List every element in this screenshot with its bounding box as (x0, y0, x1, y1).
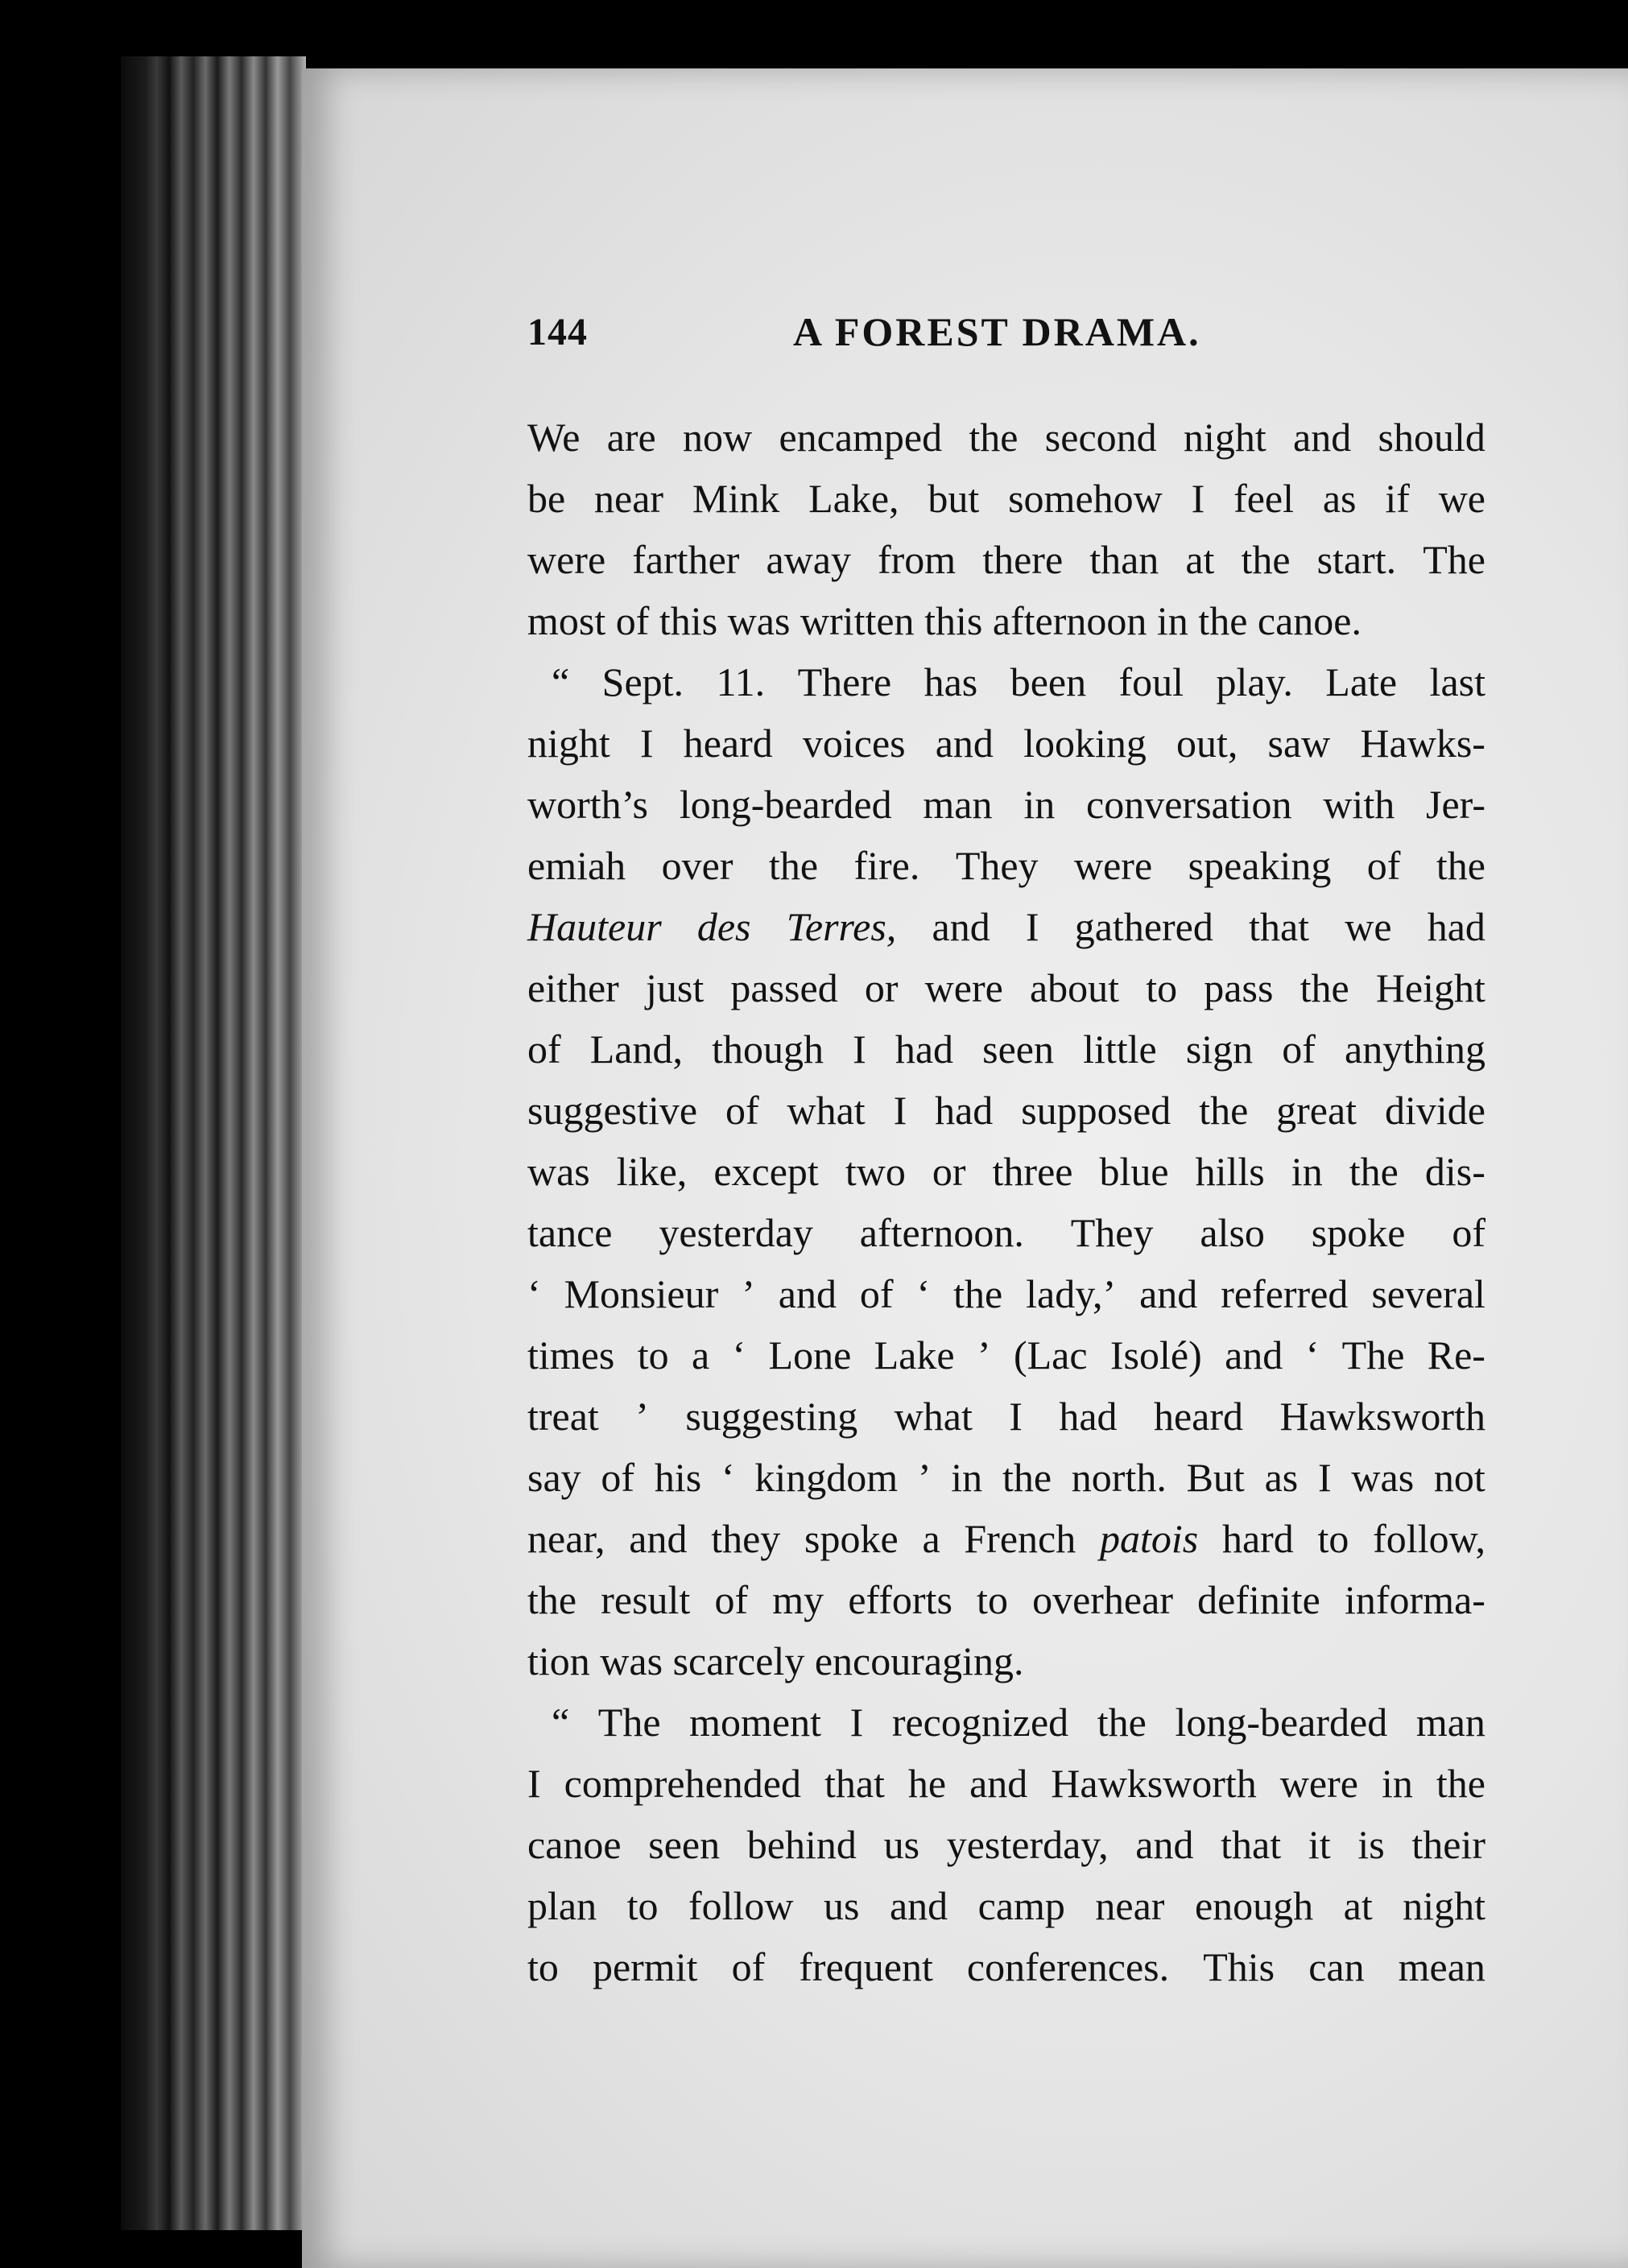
word: pass (1204, 965, 1274, 1010)
word: gathered (1074, 904, 1213, 949)
word: to (1317, 1516, 1349, 1561)
word: was (527, 1149, 590, 1194)
word: man (923, 782, 993, 827)
word: several (1371, 1271, 1485, 1316)
word: also (1200, 1210, 1265, 1255)
word: or (864, 965, 899, 1010)
text-line (527, 1630, 1485, 1692)
word: moment (689, 1700, 821, 1745)
word: This (1203, 1944, 1275, 1989)
word: treat (527, 1394, 599, 1439)
word: I (527, 1761, 541, 1806)
text-line (527, 774, 1485, 835)
text-line (527, 835, 1485, 896)
word: had (1059, 1394, 1118, 1439)
word: from (877, 537, 957, 582)
word: the (953, 1271, 1003, 1316)
word: Mink (692, 476, 780, 521)
word: The (1341, 1332, 1405, 1378)
word: ’ (742, 1271, 755, 1316)
word: We (527, 415, 581, 460)
word: speaking (1188, 843, 1332, 888)
word: or (932, 1149, 966, 1194)
word: emiah (527, 843, 626, 888)
word: the (1002, 1455, 1052, 1500)
text-line (527, 713, 1485, 774)
text-line (527, 590, 1485, 651)
word: the (1436, 843, 1485, 888)
word: of (859, 1271, 894, 1316)
word: heard (683, 721, 773, 766)
word: tion (527, 1638, 590, 1683)
word: say (527, 1455, 581, 1500)
word: as (1264, 1455, 1299, 1500)
word: north. (1071, 1455, 1167, 1500)
word: supposed (1021, 1088, 1171, 1133)
word: to (527, 1944, 559, 1989)
word: afternoon (992, 598, 1147, 643)
word: I (853, 1027, 866, 1072)
word: in (951, 1455, 983, 1500)
word: divide (1384, 1088, 1485, 1133)
word: play. (1216, 659, 1293, 704)
word: had (935, 1088, 994, 1133)
word: canoe. (1257, 598, 1361, 643)
word: of (1366, 843, 1401, 888)
word: camp (977, 1883, 1065, 1928)
word: conversation (1086, 782, 1292, 827)
word: has (923, 659, 978, 704)
word: “ (552, 1700, 570, 1745)
word: frequent (799, 1944, 933, 1989)
word: the (1241, 537, 1291, 582)
word: two (845, 1149, 906, 1194)
word: the (1349, 1149, 1399, 1194)
word: the (1097, 1700, 1147, 1745)
word: was (1351, 1455, 1415, 1500)
word: were (527, 537, 606, 582)
word: near, (527, 1516, 605, 1561)
word: overhear (1032, 1577, 1173, 1622)
word: and (1135, 1822, 1194, 1867)
word: but (928, 476, 980, 521)
paragraph (527, 407, 1485, 651)
word: behind (746, 1822, 857, 1867)
word: enough (1194, 1883, 1314, 1928)
word: But (1186, 1455, 1245, 1500)
word: was (727, 598, 791, 643)
text-line (527, 468, 1485, 529)
text-line (527, 896, 1485, 957)
word: farther (632, 537, 740, 582)
word: efforts (848, 1577, 952, 1622)
word: now (683, 415, 753, 460)
word: were (924, 965, 1003, 1010)
word: encouraging. (814, 1638, 1024, 1683)
word: and (1225, 1332, 1283, 1378)
word: passed (730, 965, 838, 1010)
word: man (1415, 1700, 1485, 1745)
text-line (527, 1753, 1485, 1814)
word: been (1010, 659, 1087, 704)
word: ’ (977, 1332, 991, 1378)
word: Sept. (601, 659, 684, 704)
word: and (1293, 415, 1352, 460)
word: suggestive (527, 1088, 698, 1133)
word: Monsieur (564, 1271, 719, 1316)
word: mean (1398, 1944, 1485, 1989)
text-line (527, 651, 1485, 713)
word: Late (1325, 659, 1398, 704)
word: either (527, 965, 619, 1010)
word: fire. (853, 843, 920, 888)
word: somehow (1008, 476, 1163, 521)
word: except (713, 1149, 819, 1194)
word: patois (1099, 1516, 1199, 1561)
word: as (1322, 476, 1357, 521)
word: had (895, 1027, 954, 1072)
word: ‘ (732, 1332, 746, 1378)
word: recognized (891, 1700, 1069, 1745)
word: I (1025, 904, 1039, 949)
word: to (637, 1332, 669, 1378)
word: the (1198, 598, 1248, 643)
word: if (1385, 476, 1410, 521)
text-line (527, 1141, 1485, 1202)
word: and (969, 1761, 1028, 1806)
word: encamped (779, 415, 943, 460)
paragraph (527, 1692, 1485, 1997)
text-line (527, 407, 1485, 468)
word: dis- (1424, 1149, 1485, 1194)
word: and (932, 904, 990, 949)
word: of (615, 598, 650, 643)
word: and (889, 1883, 948, 1928)
word: I (849, 1700, 864, 1745)
word: yesterday, (946, 1822, 1109, 1867)
word: I (1191, 476, 1205, 521)
word: three (992, 1149, 1073, 1194)
word: seen (982, 1027, 1054, 1072)
word: with (1323, 782, 1395, 827)
page-content (527, 254, 1485, 1989)
word: they (711, 1516, 781, 1561)
word: it (1308, 1822, 1331, 1867)
text-line (527, 1324, 1485, 1386)
word: not (1433, 1455, 1485, 1500)
word: long-bearded (1175, 1700, 1388, 1745)
word: of (714, 1577, 749, 1622)
word: ‘ (527, 1271, 541, 1316)
word: there (982, 537, 1064, 582)
word: They (955, 843, 1039, 888)
word: Lone (768, 1332, 852, 1378)
word: ’ (635, 1394, 649, 1439)
word: Height (1375, 965, 1485, 1010)
word: Land, (589, 1027, 683, 1072)
word: worth’s (527, 782, 648, 827)
word: written (800, 598, 915, 643)
word: saw (1267, 721, 1331, 766)
word: away (766, 537, 851, 582)
word: I (1009, 1394, 1023, 1439)
word: of (725, 1088, 759, 1133)
word: in (1023, 782, 1056, 827)
word: should (1378, 415, 1485, 460)
word: the (527, 1577, 577, 1622)
text-line (527, 1814, 1485, 1875)
word: ‘ (916, 1271, 931, 1316)
text-line (527, 1508, 1485, 1569)
word: over (661, 843, 733, 888)
word: foul (1118, 659, 1184, 704)
word: tance (527, 1210, 613, 1255)
word: are (606, 415, 656, 460)
text-line (527, 1202, 1485, 1263)
word: the (1436, 1761, 1485, 1806)
text-line (527, 529, 1485, 590)
word: I (639, 721, 654, 766)
word: to (1146, 965, 1178, 1010)
text-line (527, 1018, 1485, 1080)
word: permit (592, 1944, 698, 1989)
word: us (824, 1883, 860, 1928)
word: start. (1316, 537, 1397, 582)
word: There (797, 659, 892, 704)
text-line (527, 1386, 1485, 1447)
word: of (1282, 1027, 1316, 1072)
word: Hawksworth (1051, 1761, 1257, 1806)
word: at (1343, 1883, 1373, 1928)
word: canoe (527, 1822, 622, 1867)
word: of (527, 1027, 561, 1072)
word: informa- (1344, 1577, 1485, 1622)
word: 11. (716, 659, 766, 704)
text-line (527, 1080, 1485, 1141)
word: us (883, 1822, 920, 1867)
text-line (527, 957, 1485, 1018)
word: is (1357, 1822, 1385, 1867)
word: and (629, 1516, 688, 1561)
page-number: 144 (527, 311, 588, 353)
word: a (922, 1516, 940, 1561)
word: sign (1185, 1027, 1254, 1072)
word: that (1249, 904, 1310, 949)
word: definite (1197, 1577, 1320, 1622)
word: the (1300, 965, 1349, 1010)
word: result (601, 1577, 691, 1622)
word: follow, (1373, 1516, 1485, 1561)
word: kingdom (754, 1455, 899, 1500)
word: at (1185, 537, 1215, 582)
running-head (527, 254, 1485, 354)
text-line (527, 1692, 1485, 1753)
word: afternoon. (859, 1210, 1024, 1255)
word: that (824, 1761, 885, 1806)
word: last (1429, 659, 1485, 704)
word: Hauteur (527, 904, 662, 949)
word: seen (648, 1822, 721, 1867)
word: he (907, 1761, 947, 1806)
text-line (527, 1569, 1485, 1630)
word: anything (1345, 1027, 1485, 1072)
word: had (1427, 904, 1485, 949)
word: lady,’ (1026, 1271, 1117, 1316)
word: that (1221, 1822, 1282, 1867)
word: comprehended (564, 1761, 801, 1806)
word: voices (802, 721, 906, 766)
word: Lake (874, 1332, 955, 1378)
word: The (597, 1700, 661, 1745)
word: scarcely (672, 1638, 805, 1683)
word: about (1029, 965, 1120, 1010)
word: ’ (917, 1455, 932, 1500)
word: to (626, 1883, 659, 1928)
word: Hawksworth (1279, 1394, 1485, 1439)
book-spine-edge (121, 56, 306, 2230)
word: was (600, 1638, 663, 1683)
word: night (1183, 415, 1266, 460)
word: can (1308, 1944, 1365, 1989)
word: suggesting (685, 1394, 858, 1439)
word: in (1156, 598, 1188, 643)
word: night (527, 721, 610, 766)
word: in (1291, 1149, 1323, 1194)
word: spoke (1311, 1210, 1406, 1255)
word: yesterday (659, 1210, 813, 1255)
text-line (527, 1447, 1485, 1508)
word: blue (1099, 1149, 1169, 1194)
word: times (527, 1332, 615, 1378)
word: of (601, 1455, 635, 1500)
word: my (772, 1577, 824, 1622)
word: out, (1176, 721, 1238, 766)
word: des (696, 904, 751, 949)
word: in (1381, 1761, 1413, 1806)
word: looking (1023, 721, 1147, 766)
word: than (1089, 537, 1159, 582)
word: great (1276, 1088, 1357, 1133)
running-title: A FOREST DRAMA. (793, 309, 1201, 354)
word: a (691, 1332, 710, 1378)
word: (Lac (1013, 1332, 1088, 1378)
word: follow (688, 1883, 794, 1928)
word: their (1411, 1822, 1485, 1867)
word: the (768, 843, 819, 888)
word: just (645, 965, 705, 1010)
word: near (1095, 1883, 1165, 1928)
word: long-bearded (679, 782, 892, 827)
word: and (778, 1271, 837, 1316)
word: I (1317, 1455, 1332, 1500)
word: this (924, 598, 983, 643)
word: heard (1153, 1394, 1244, 1439)
text-line (527, 1263, 1485, 1324)
word: be (527, 476, 566, 521)
word: They (1070, 1210, 1154, 1255)
word: “ (552, 659, 570, 704)
word: plan (527, 1883, 597, 1928)
word: Terres, (786, 904, 897, 949)
word: ‘ (1305, 1332, 1320, 1378)
word: were (1279, 1761, 1358, 1806)
paragraph (527, 651, 1485, 1692)
word: most (527, 598, 606, 643)
word: to (977, 1577, 1008, 1622)
text-line (527, 1875, 1485, 1936)
word: hills (1195, 1149, 1265, 1194)
word: like, (616, 1149, 688, 1194)
body-text (527, 407, 1485, 1997)
word: little (1083, 1027, 1157, 1072)
word: conferences. (966, 1944, 1170, 1989)
word: near (594, 476, 664, 521)
text-line (527, 1936, 1485, 1997)
word: Jer- (1426, 782, 1485, 827)
word: hard (1221, 1516, 1294, 1561)
word: The (1423, 537, 1485, 582)
word: of (731, 1944, 766, 1989)
word: Isolé) (1109, 1332, 1202, 1378)
word: what (894, 1394, 973, 1439)
word: we (1345, 904, 1392, 949)
word: and (1139, 1271, 1198, 1316)
word: we (1438, 476, 1485, 521)
word: Hawks- (1360, 721, 1485, 766)
word: ‘ (721, 1455, 735, 1500)
word: Lake, (808, 476, 899, 521)
word: night (1403, 1883, 1485, 1928)
word: the (1199, 1088, 1249, 1133)
word: this (659, 598, 718, 643)
word: spoke (804, 1516, 899, 1561)
word: the (969, 415, 1019, 460)
word: though (712, 1027, 824, 1072)
word: second (1044, 415, 1157, 460)
word: I (893, 1088, 907, 1133)
word: his (654, 1455, 702, 1500)
word: of (1452, 1210, 1485, 1255)
word: Re- (1427, 1332, 1485, 1378)
word: and (935, 721, 994, 766)
word: were (1074, 843, 1153, 888)
word: what (787, 1088, 866, 1133)
word: feel (1233, 476, 1294, 521)
word: referred (1221, 1271, 1349, 1316)
book-page (302, 68, 1628, 2268)
word: French (964, 1516, 1076, 1561)
